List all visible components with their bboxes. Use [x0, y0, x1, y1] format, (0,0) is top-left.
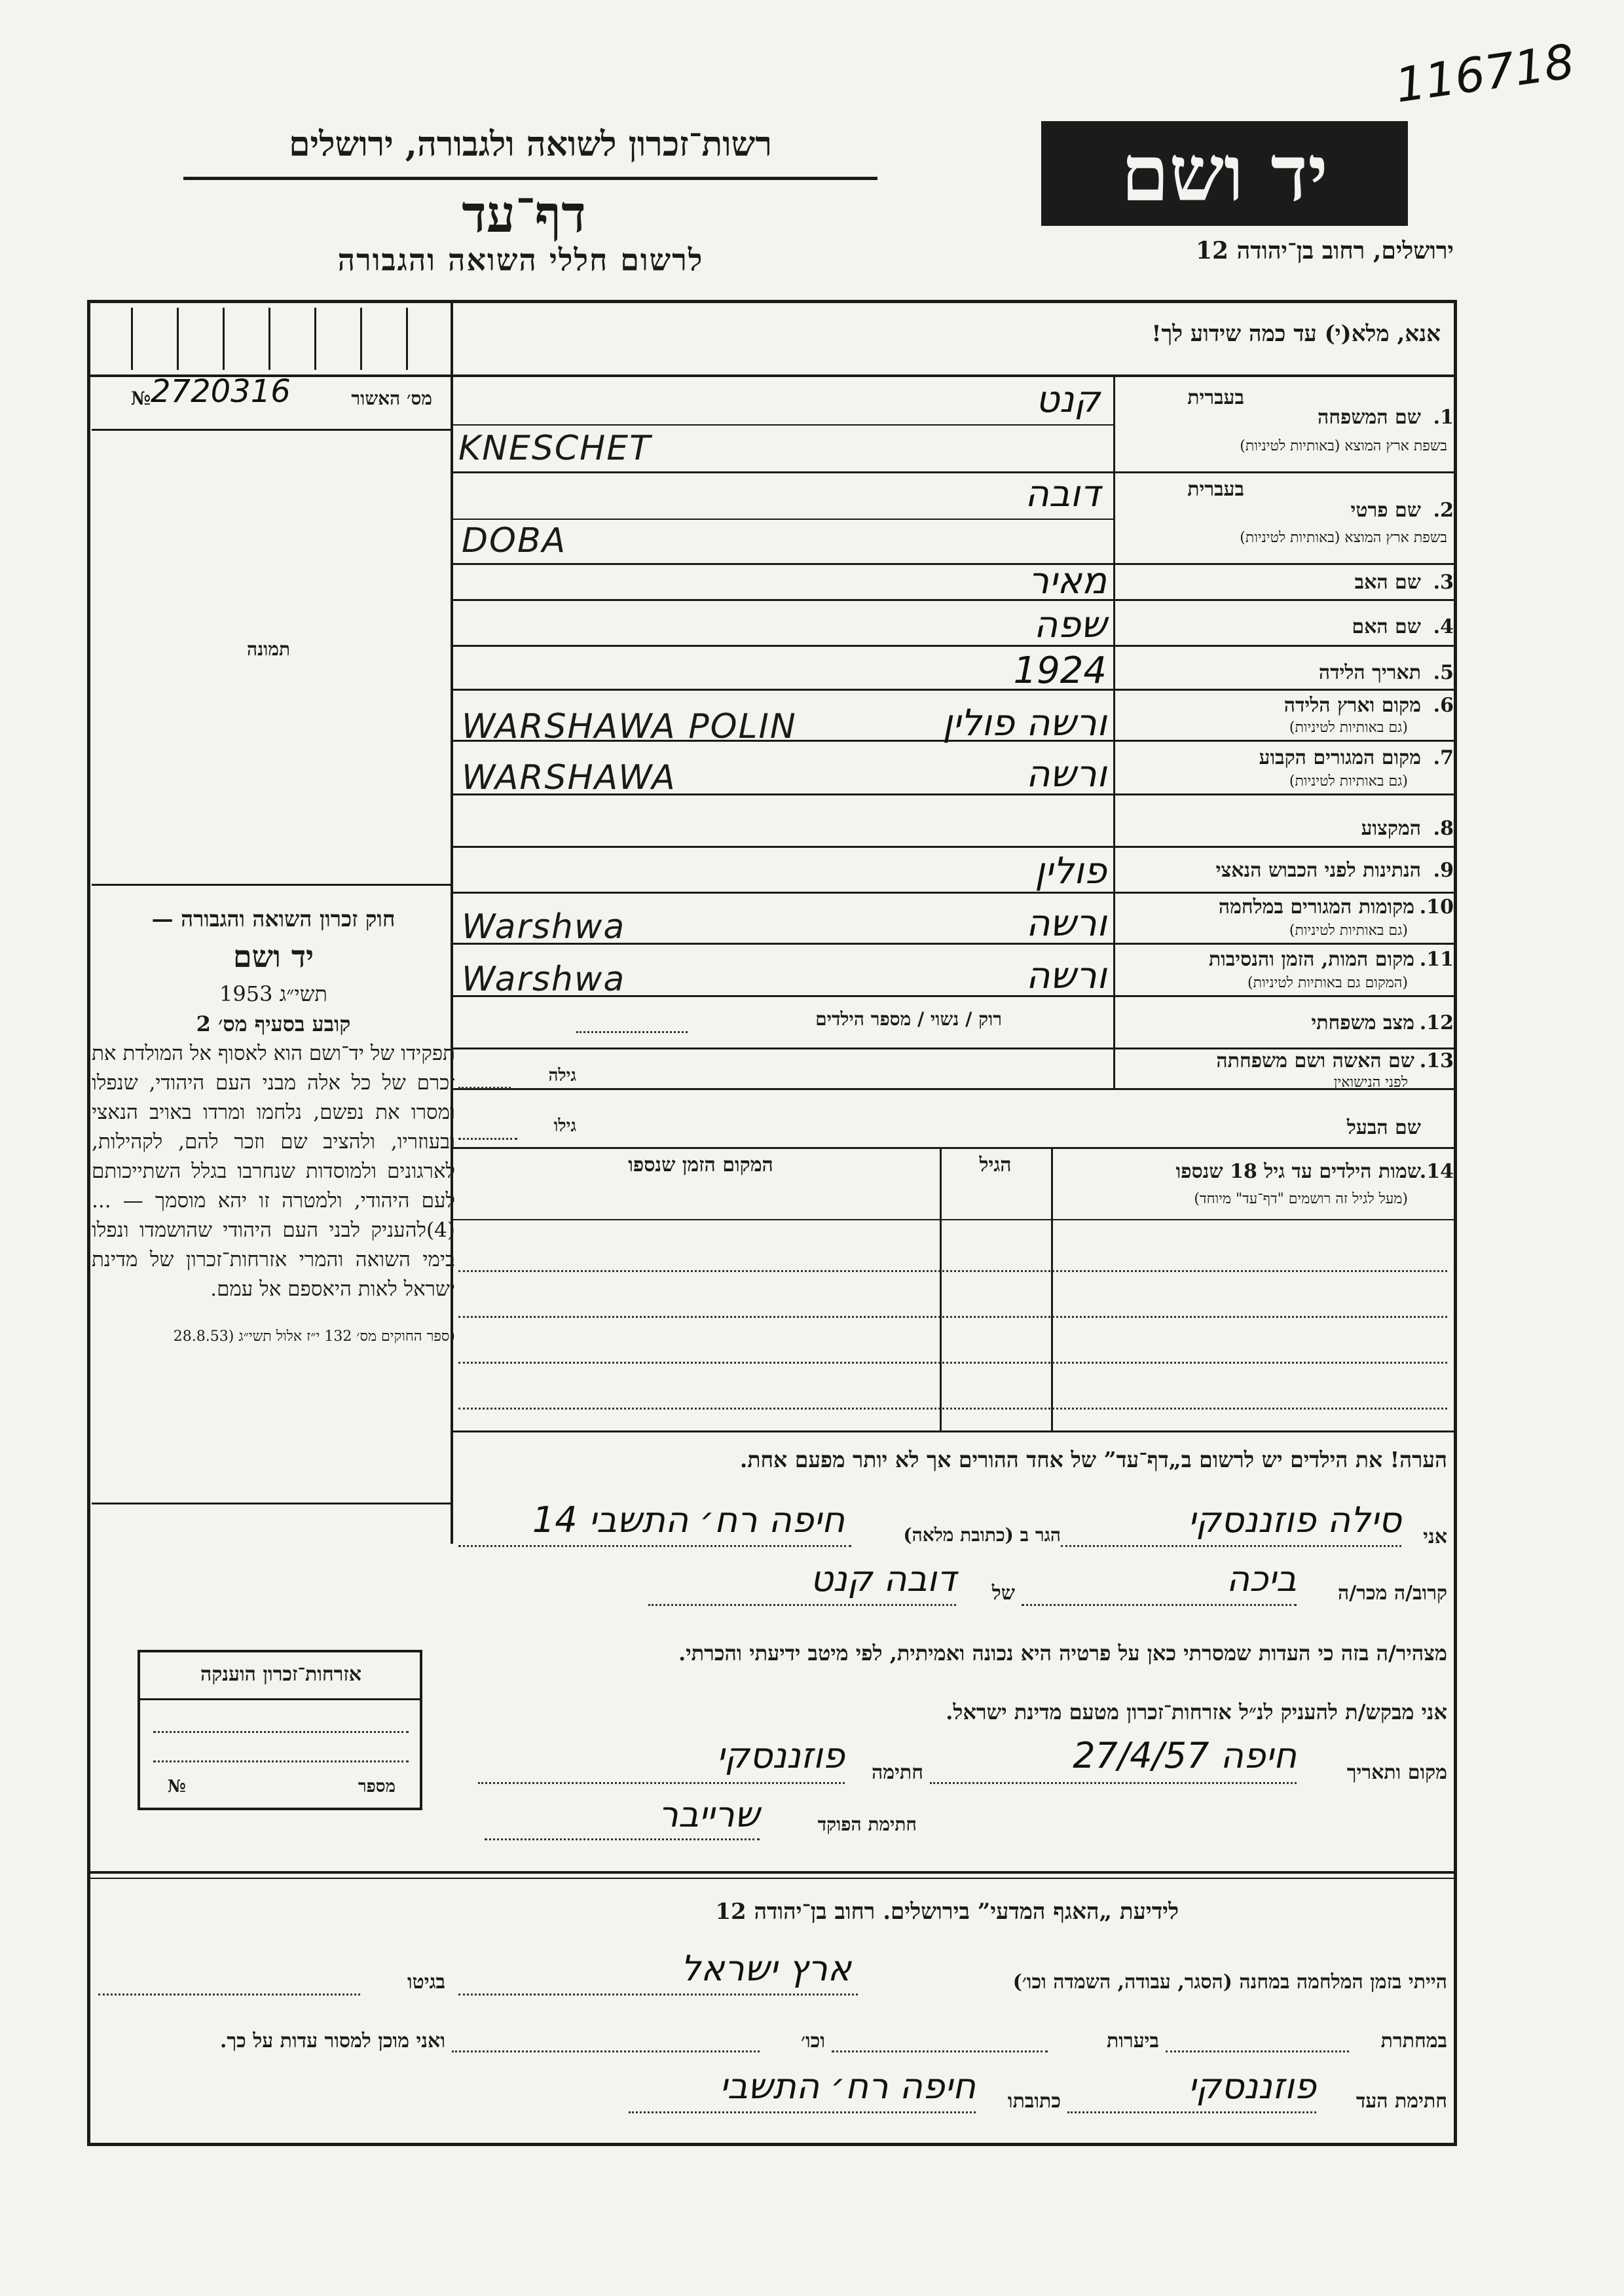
approval-number: 2720316 — [151, 373, 291, 410]
place-date-value: חיפה 27/4/57 — [1073, 1735, 1297, 1776]
field-11-latin: Warshwa — [462, 960, 626, 999]
divider — [92, 884, 451, 886]
approval-label: מס׳ האשור — [351, 388, 432, 409]
declarant-address: חיפה רח׳ התשבי 14 — [532, 1499, 845, 1540]
official-signature-label: חתימת הפוקד — [817, 1813, 917, 1835]
field-4-hebrew: שפה — [1033, 604, 1107, 646]
dotted-line — [458, 1316, 1447, 1318]
divider — [453, 519, 1113, 520]
field-7-num: 7. — [1433, 746, 1454, 769]
field-3-label: שם האב — [1354, 571, 1421, 594]
field-10-hebrew: ורשה — [1025, 902, 1107, 945]
witness-address-label: כתובתו — [1007, 2090, 1061, 2113]
dotted-line — [458, 1087, 511, 1089]
witness-signature: פוזננסקי — [1188, 2066, 1316, 2107]
divider — [453, 846, 1455, 848]
field-10-num: 10. — [1419, 896, 1454, 919]
field-12-label: מצב משפחתי — [1311, 1011, 1414, 1034]
dotted-line — [458, 1270, 1447, 1272]
field-1-sub: בשפת ארץ המוצא (באותיות לטיניות) — [1240, 438, 1447, 454]
husband-age-label: גילו — [553, 1116, 576, 1136]
field-2-latin: DOBA — [462, 521, 567, 560]
heading-underline — [183, 177, 877, 180]
yad-vashem-logo: יד ושם — [1041, 121, 1408, 226]
dotted-line — [478, 1782, 845, 1784]
remark-text: הערה! את הילדים יש לרשום ב„דף־עד” של אחד ההורים אך לא יותר מפעם אחת. — [739, 1447, 1447, 1472]
underground-label: במחתרת — [1380, 2030, 1447, 2052]
dotted-line — [153, 1760, 409, 1762]
divider — [92, 429, 451, 431]
field-13-num: 13. — [1419, 1049, 1454, 1072]
dotted-line — [1022, 1604, 1297, 1606]
witness-address: חיפה רח׳ התשבי — [719, 2066, 976, 2107]
no-sign: № — [130, 388, 151, 409]
law-body: תפקידו של יד־ושם הוא לאסוף אל המולדת את זכרם של כל אלה מבני העם היהודי, שנפלו ומסרו את נפשם, נלחמו ומרדו באויב הנאצי ובעוזריו, ולהציב שם וזכר להם, לקהילות, לארגונים ולמוסדות שנחרבו בגלל השתייכותם לעם היהודי, ולמטרה זו יהא מוסמך — ...(4)להעניק לבני העם היהודי שהושמדו ונפלו בימי השואה והמרי אזרחות־זכרון של מדינת ישראל לאות היאספם אל עמם. — [92, 1042, 455, 1301]
divider — [1051, 1147, 1053, 1432]
field-2-hebrew: דובה — [1025, 473, 1100, 515]
col-place-header: המקום הזמן שנספו — [628, 1154, 773, 1176]
dotted-line — [452, 2050, 760, 2052]
tick — [131, 308, 133, 370]
divider — [451, 1432, 453, 1504]
testimony-label: ואני מוכן למסור עדות על כך. — [219, 2030, 445, 2052]
field-9-num: 9. — [1433, 859, 1454, 882]
resides-label: הגר ב (כתובת מלאה) — [903, 1524, 1061, 1546]
divider — [87, 1878, 1457, 1879]
signature-label: חתימה — [872, 1761, 923, 1784]
dotted-line — [98, 1994, 360, 1995]
of-label: של — [991, 1582, 1015, 1605]
dotted-line — [1061, 1545, 1401, 1547]
field-5-label: תאריך הלידה — [1318, 661, 1421, 684]
field-1-hebrew: קנט — [1035, 378, 1100, 421]
divider — [453, 1147, 1455, 1149]
field-1-latin: KNESCHET — [458, 429, 652, 468]
tick — [406, 308, 408, 370]
field-7-label: מקום המגורים הקבוע — [1259, 746, 1421, 769]
law-year: תשי״ג 1953 — [219, 981, 327, 1006]
field-14-num: 14. — [1419, 1160, 1454, 1183]
divider — [87, 374, 1457, 377]
divider — [140, 1698, 420, 1700]
dotted-line — [648, 1604, 956, 1606]
dotted-line — [1166, 2050, 1349, 2052]
dotted-line — [458, 1994, 858, 1995]
page-subtitle: לרשום חללי השואה והגבורה — [337, 242, 704, 278]
field-11-sub: (המקום גם באותיות לטיניות) — [1247, 975, 1408, 991]
declaration-statement: מצהיר/ה בזה כי העדות שמסרתי כאן על פרטיה היא נכונה ואמיתית, לפי מיטב ידיעתי והכרתי. — [678, 1641, 1447, 1666]
marital-options: רוק / נשוי / מספר הילדים — [815, 1008, 1002, 1030]
notice-text: אנא, מלא(י) עד כמה שידוע לך! — [1151, 321, 1441, 347]
declaration-request: אני מבקש/ת להעניק לנ״ל אזרחות־זכרון מטעם מדינת ישראל. — [946, 1700, 1447, 1724]
law-title: חוק זכרון השואה והגבורה — — [151, 906, 396, 932]
citizenship-num-label: מספר — [358, 1777, 396, 1796]
photo-label: תמונה — [246, 638, 291, 660]
field-4-num: 4. — [1433, 615, 1454, 638]
field-4-label: שם האם — [1352, 615, 1421, 638]
field-3-num: 3. — [1433, 571, 1454, 594]
relation-label: קרוב/ה מכר/ה — [1338, 1582, 1447, 1605]
authority-heading: רשות־זכרון לשואה ולגבורה, ירושלים — [289, 124, 772, 164]
tick — [177, 308, 179, 370]
citizenship-no-sign: № — [167, 1777, 186, 1796]
hebrew-col-label-2: בעברית — [1187, 478, 1244, 501]
field-6-latin: WARSHAWA POLIN — [462, 707, 797, 746]
logo-address: ירושלים, רחוב בן־יהודה 12 — [1195, 237, 1454, 264]
official-signature: שרייבר — [658, 1794, 760, 1835]
camp-line-value: ארץ ישראל — [680, 1948, 851, 1989]
tick — [223, 308, 225, 370]
field-2-label: שם פרטי — [1350, 499, 1421, 522]
relation-value: ביכה — [1226, 1558, 1297, 1599]
divider — [453, 1430, 1455, 1432]
field-6-hebrew: ורשה פולין — [942, 702, 1107, 744]
dotted-line — [153, 1731, 409, 1733]
dotted-line — [458, 1545, 851, 1547]
field-1-num: 1. — [1433, 406, 1454, 429]
dotted-line — [458, 1362, 1447, 1364]
husband-label: שם הבעל — [1346, 1116, 1421, 1139]
dotted-line — [930, 1782, 1297, 1784]
divider — [453, 424, 1113, 426]
bottom-heading: לידיעת „האגף המדעי” בירושלים. רחוב בן־יהודה 12 — [715, 1899, 1179, 1925]
field-13-sub: לפני הנישואין — [1333, 1074, 1408, 1091]
tick — [360, 308, 362, 370]
declarant-signature: פוזננסקי — [716, 1735, 845, 1776]
field-9-hebrew: פולין — [1035, 850, 1107, 892]
divider — [453, 1219, 1455, 1220]
field-6-num: 6. — [1433, 694, 1454, 717]
law-name: יד ושם — [232, 938, 314, 974]
witness-signature-label: חתימת העד — [1356, 2090, 1447, 2113]
camp-line-label: הייתי בזמן המלחמה במחנה (הסגר, עבודה, השמדה וכו׳) — [1012, 1971, 1447, 1994]
hebrew-col-label: בעברית — [1187, 386, 1244, 409]
field-9-label: הנתינות לפני הכבוש הנאצי — [1215, 859, 1421, 882]
field-11-num: 11. — [1419, 948, 1454, 971]
field-3-hebrew: מאיר — [1028, 560, 1107, 602]
field-5-num: 5. — [1433, 661, 1454, 684]
dotted-line — [458, 1408, 1447, 1410]
place-date-label: מקום ותאריך — [1346, 1761, 1447, 1784]
field-13-label: שם האשה ושם משפחתה — [1216, 1049, 1414, 1072]
field-8-num: 8. — [1433, 817, 1454, 840]
dotted-line — [629, 2111, 976, 2113]
tick — [314, 308, 316, 370]
dotted-line — [832, 2050, 1048, 2052]
field-10-label: מקומות המגורים במלחמה — [1218, 896, 1414, 919]
field-5-value: 1924 — [1013, 649, 1107, 692]
field-1-label: שם המשפחה — [1317, 406, 1421, 429]
field-12-num: 12. — [1419, 1011, 1454, 1034]
dotted-line — [576, 1031, 688, 1033]
col-age-header: הגיל — [979, 1154, 1012, 1176]
field-7-hebrew: ורשה — [1025, 753, 1107, 795]
citizenship-title: אזרחות־זכרון הוענקה — [200, 1663, 362, 1686]
field-14-label: שמות הילדים עד גיל 18 שנספו — [1175, 1160, 1421, 1183]
field-14-sub: (מעל לגיל זה רושמים "דף־עד" מיוחד) — [1194, 1191, 1408, 1207]
etc-label: וכו׳ — [801, 2030, 825, 2052]
page-title: דף־עד — [462, 185, 586, 244]
declarant-name: סילה פוזננסקי — [1187, 1499, 1401, 1540]
wife-age-label: גילה — [548, 1066, 576, 1085]
field-10-sub: (גם באותיות לטיניות) — [1289, 922, 1408, 939]
divider — [87, 1871, 1457, 1874]
tick — [268, 308, 270, 370]
divider — [92, 1503, 453, 1504]
field-2-num: 2. — [1433, 499, 1454, 522]
field-11-hebrew: ורשה — [1025, 955, 1107, 997]
dotted-line — [458, 1138, 517, 1140]
divider — [940, 1147, 942, 1432]
field-10-latin: Warshwa — [462, 907, 626, 947]
law-text-box — [92, 903, 455, 1347]
field-6-label: מקום וארץ הלידה — [1283, 694, 1421, 717]
field-6-sub: (גם באותיות לטיניות) — [1289, 720, 1408, 736]
field-7-sub: (גם באותיות לטיניות) — [1289, 773, 1408, 790]
field-7-latin: WARSHAWA — [462, 758, 676, 797]
declaration-ani: אני — [1423, 1525, 1447, 1548]
dotted-line — [1067, 2111, 1316, 2113]
forests-label: ביערות — [1106, 2030, 1159, 2052]
divider — [1113, 374, 1115, 1088]
ghetto-label: בגיטו — [407, 1971, 445, 1994]
law-clause: קובע בסעיף מס׳ 2 — [196, 1011, 351, 1036]
dotted-line — [485, 1838, 760, 1840]
citizenship-box — [138, 1650, 422, 1810]
field-11-label: מקום המות, הזמן והנסיבות — [1208, 948, 1414, 971]
field-2-sub: בשפת ארץ המוצא (באותיות לטיניות) — [1240, 530, 1447, 546]
law-source: (ספר החוקים מס׳ 132 י״ז אלול תשי״ג (28.8.53 — [173, 1328, 455, 1345]
page-number: 116718 — [1392, 33, 1578, 113]
of-name: דובה קנט — [810, 1558, 956, 1599]
field-8-label: המקצוע — [1361, 817, 1421, 840]
